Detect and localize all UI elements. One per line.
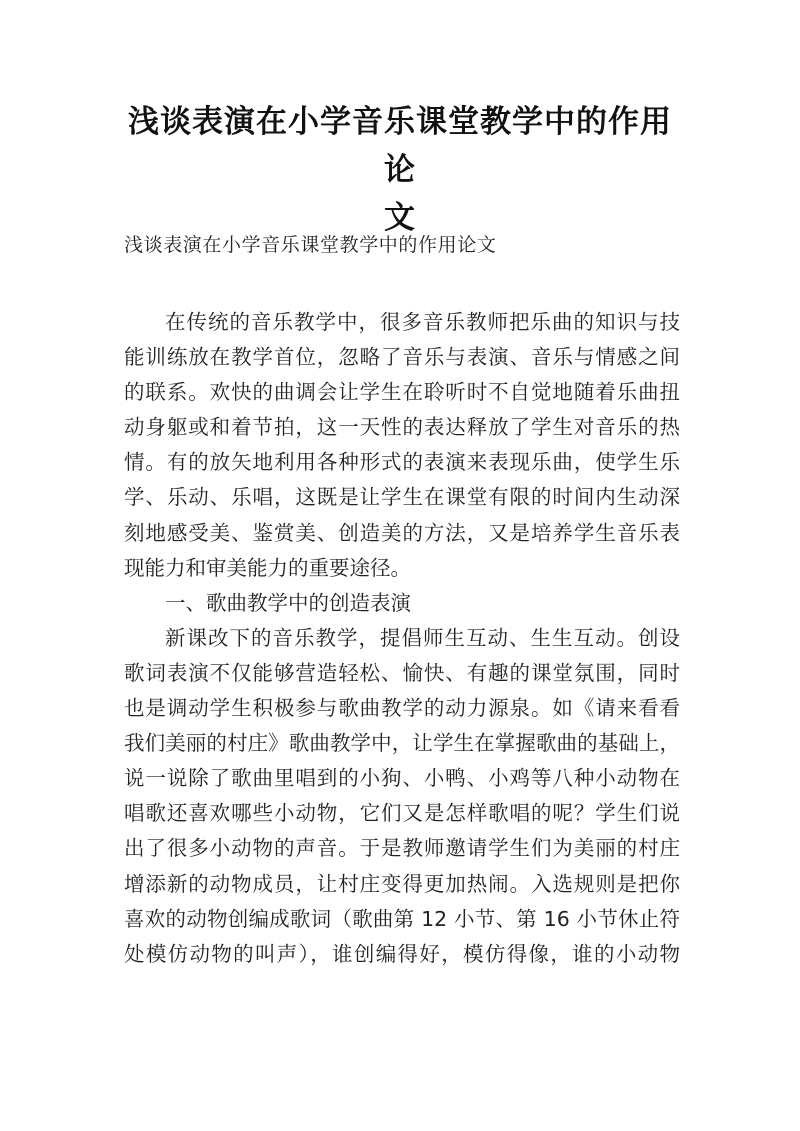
body-line: 出了很多小动物的声音。于是教师邀请学生们为美丽的村庄 (124, 836, 680, 861)
body-line: 现能力和审美能力的重要途径。 (124, 555, 411, 580)
document-subtitle: 浅谈表演在小学音乐课堂教学中的作用论文 (124, 234, 497, 256)
body-line: 说一说除了歌曲里唱到的小狗、小鸭、小鸡等八种小动物在 (124, 766, 680, 791)
body-line: 处模仿动物的叫声），谁创编得好，模仿得像，谁的小动物 (124, 941, 680, 966)
body-line: 情。有的放矢地利用各种形式的表演来表现乐曲，使学生乐 (124, 450, 680, 475)
body-line: 在传统的音乐教学中，很多音乐教师把乐曲的知识与技 (165, 310, 680, 334)
body-line: 能训练放在教学首位，忽略了音乐与表演、音乐与情感之间 (124, 345, 680, 370)
section-heading: 一、歌曲教学中的创造表演 (165, 590, 411, 615)
body-line: 我们美丽的村庄》歌曲教学中，让学生在掌握歌曲的基础上， (124, 731, 680, 756)
body-line: 增添新的动物成员，让村庄变得更加热闹。入选规则是把你 (124, 871, 680, 896)
document-title-line-2: 文 (384, 200, 416, 236)
body-line: 新课改下的音乐教学，提倡师生互动、生生互动。创设 (165, 625, 680, 650)
body-line: 歌词表演不仅能够营造轻松、愉快、有趣的课堂氛围，同时 (124, 660, 680, 685)
body-line: 喜欢的动物创编成歌词（歌曲第 12 小节、第 16 小节休止符 (124, 906, 680, 931)
body-line: 刻地感受美、鉴赏美、创造美的方法，又是培养学生音乐表 (124, 520, 680, 545)
document-title (120, 98, 680, 242)
body-line: 也是调动学生积极参与歌曲教学的动力源泉。如《请来看看 (124, 696, 680, 721)
body-line: 唱歌还喜欢哪些小动物，它们又是怎样歌唱的呢？学生们说 (124, 801, 680, 826)
body-line: 学、乐动、乐唱，这既是让学生在课堂有限的时间内生动深 (124, 485, 680, 510)
document-title-line-1: 浅谈表演在小学音乐课堂教学中的作用论 (128, 104, 672, 188)
document-body (124, 305, 680, 972)
body-line: 的联系。欢快的曲调会让学生在聆听时不自觉地随着乐曲扭 (124, 380, 680, 405)
body-line: 动身躯或和着节拍，这一天性的表达释放了学生对音乐的热 (124, 415, 680, 440)
